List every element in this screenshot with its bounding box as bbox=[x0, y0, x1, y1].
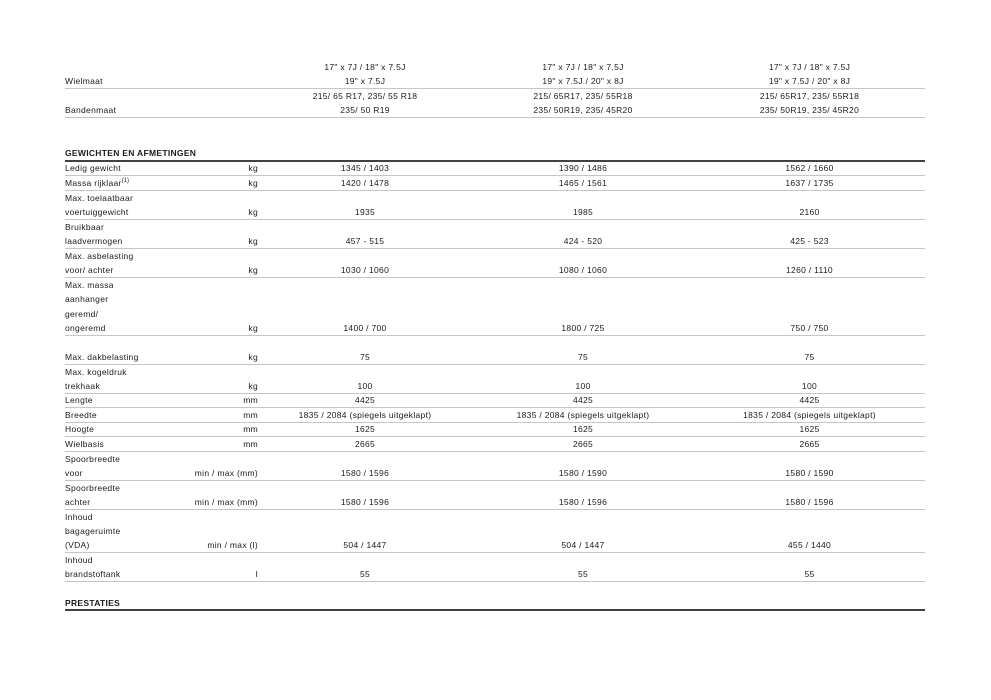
table-row bbox=[65, 176, 925, 191]
row-label: Wielmaat bbox=[65, 76, 103, 87]
row-label: Spoorbreedte bbox=[65, 482, 121, 493]
row-unit: kg bbox=[248, 380, 258, 391]
row-unit: min / max (l) bbox=[207, 540, 258, 551]
table-row bbox=[65, 321, 925, 336]
row-unit: mm bbox=[243, 409, 258, 420]
table-row bbox=[65, 466, 925, 481]
row-value-col2: 55 bbox=[577, 569, 589, 580]
table-row bbox=[65, 263, 925, 278]
section-header bbox=[65, 597, 925, 612]
table-row bbox=[65, 408, 925, 423]
row-value-col3: 235/ 50R19, 235/ 45R20 bbox=[759, 105, 860, 116]
table-row bbox=[65, 307, 925, 322]
row-value-col1: 1580 / 1596 bbox=[340, 467, 390, 478]
row-value-col1: 457 - 515 bbox=[345, 235, 385, 246]
row-label: Bruikbaar bbox=[65, 221, 105, 232]
table-row bbox=[65, 495, 925, 510]
row-unit: mm bbox=[243, 438, 258, 449]
table-row bbox=[65, 278, 925, 293]
row-value-col1: 19" x 7.5J bbox=[344, 76, 386, 87]
row-value-col3: 1637 / 1735 bbox=[785, 177, 834, 188]
row-label: Spoorbreedte bbox=[65, 453, 121, 464]
row-value-col1: 17" x 7J / 18" x 7.5J bbox=[324, 62, 406, 73]
table-row bbox=[65, 234, 925, 249]
row-value-col2: 2665 bbox=[572, 438, 594, 449]
row-value-col2: 235/ 50R19, 235/ 45R20 bbox=[533, 105, 633, 116]
row-label: voor bbox=[65, 467, 83, 478]
table-row bbox=[65, 89, 925, 104]
row-value-col1: 55 bbox=[359, 569, 371, 580]
row-label: trekhaak bbox=[65, 380, 101, 391]
row-value-col3: 1260 / 1110 bbox=[786, 264, 833, 275]
row-value-col2: 1465 / 1561 bbox=[558, 177, 608, 188]
row-label: Breedte bbox=[65, 409, 97, 420]
row-label: geremd/ bbox=[65, 308, 99, 319]
row-value-col2: 1800 / 725 bbox=[561, 322, 605, 333]
row-value-col2: 504 / 1447 bbox=[561, 540, 605, 551]
row-value-col1: 4425 bbox=[354, 395, 376, 406]
row-value-col2: 1580 / 1596 bbox=[558, 496, 608, 507]
blank-line bbox=[65, 133, 925, 148]
row-value-col1: 75 bbox=[359, 351, 371, 362]
row-value-col3: 1625 bbox=[799, 424, 820, 435]
row-value-col3: 750 / 750 bbox=[790, 322, 829, 333]
table-row bbox=[65, 437, 925, 452]
row-value-col2: 215/ 65R17, 235/ 55R18 bbox=[533, 91, 633, 102]
top-margin bbox=[65, 0, 925, 60]
row-value-col3: 17" x 7J / 18" x 7.5J bbox=[768, 62, 851, 73]
blank-line bbox=[65, 336, 925, 351]
row-value-col1: 1625 bbox=[354, 424, 376, 435]
row-label: Ledig gewicht bbox=[65, 163, 121, 174]
row-value-col3: 215/ 65R17, 235/ 55R18 bbox=[759, 91, 860, 102]
row-unit: mm bbox=[243, 424, 258, 435]
table-row bbox=[65, 75, 925, 90]
row-unit: kg bbox=[248, 351, 258, 362]
table-row bbox=[65, 539, 925, 554]
section-header bbox=[65, 147, 925, 162]
row-value-col2: 1580 / 1590 bbox=[558, 467, 608, 478]
table-row bbox=[65, 191, 925, 206]
row-value-col1: 1030 / 1060 bbox=[340, 264, 390, 275]
row-value-col1: 1420 / 1478 bbox=[340, 177, 390, 188]
row-label: laadvermogen bbox=[65, 235, 123, 246]
row-unit: kg bbox=[248, 177, 258, 188]
row-label: Max. asbelasting bbox=[65, 250, 134, 261]
row-label: Hoogte bbox=[65, 424, 95, 435]
row-label: voor/ achter bbox=[65, 264, 114, 275]
row-value-col2: 1835 / 2084 (spiegels uitgeklapt) bbox=[516, 409, 650, 420]
row-value-col2: 1080 / 1060 bbox=[558, 264, 608, 275]
table-row bbox=[65, 568, 925, 583]
row-value-col3: 55 bbox=[804, 569, 815, 580]
table-row bbox=[65, 292, 925, 307]
row-unit: kg bbox=[248, 206, 258, 217]
row-value-col3: 1835 / 2084 (spiegels uitgeklapt) bbox=[743, 409, 876, 420]
row-value-col2: 1390 / 1486 bbox=[558, 163, 608, 174]
row-label: bagageruimte bbox=[65, 526, 121, 537]
footnote-marker: (1) bbox=[121, 177, 129, 184]
row-value-col1: 504 / 1447 bbox=[343, 540, 387, 551]
row-unit: mm bbox=[243, 395, 258, 406]
table-row bbox=[65, 379, 925, 394]
row-unit: kg bbox=[248, 235, 258, 246]
row-label: Max. kogeldruk bbox=[65, 366, 127, 377]
blank-line bbox=[65, 118, 925, 133]
row-value-col3: 75 bbox=[804, 351, 815, 362]
row-unit: kg bbox=[248, 322, 258, 333]
table-row bbox=[65, 220, 925, 235]
row-label: Massa rijklaar$^{(1)}$ bbox=[65, 177, 129, 188]
row-value-col1: 1580 / 1596 bbox=[340, 496, 390, 507]
table-row bbox=[65, 394, 925, 409]
row-value-col3: 1580 / 1596 bbox=[785, 496, 834, 507]
row-value-col1: 1345 / 1403 bbox=[340, 163, 390, 174]
row-label: Inhoud bbox=[65, 511, 93, 522]
row-value-col2: 4425 bbox=[572, 395, 594, 406]
row-label: Bandenmaat bbox=[65, 105, 117, 116]
row-unit: kg bbox=[248, 163, 258, 174]
row-value-col1: 2665 bbox=[354, 438, 376, 449]
row-label: ongeremd bbox=[65, 322, 106, 333]
row-value-col1: 1935 bbox=[354, 206, 376, 217]
row-unit: min / max (mm) bbox=[194, 496, 258, 507]
row-label: Max. dakbelasting bbox=[65, 351, 139, 362]
table-row bbox=[65, 365, 925, 380]
row-label: achter bbox=[65, 496, 91, 507]
row-value-col3: 2160 bbox=[799, 206, 820, 217]
row-value-col2: 424 - 520 bbox=[563, 235, 603, 246]
spec-table bbox=[65, 0, 925, 611]
row-value-col1: 1835 / 2084 (spiegels uitgeklapt) bbox=[298, 409, 432, 420]
row-value-col1: 235/ 50 R19 bbox=[340, 105, 390, 116]
table-row bbox=[65, 205, 925, 220]
row-value-col2: 75 bbox=[577, 351, 589, 362]
row-label: Inhoud bbox=[65, 555, 93, 566]
row-value-col2: 17" x 7J / 18" x 7.5J bbox=[542, 62, 624, 73]
row-value-col3: 2665 bbox=[799, 438, 820, 449]
row-label: (VDA) bbox=[65, 540, 90, 551]
row-value-col3: 425 - 523 bbox=[790, 235, 829, 246]
table-row bbox=[65, 510, 925, 525]
row-value-col1: 215/ 65 R17, 235/ 55 R18 bbox=[312, 91, 418, 102]
row-label: aanhanger bbox=[65, 294, 109, 305]
table-row bbox=[65, 104, 925, 119]
row-value-col2: 1985 bbox=[572, 206, 594, 217]
row-value-col3: 455 / 1440 bbox=[787, 540, 832, 551]
table-row bbox=[65, 350, 925, 365]
row-label: Max. massa bbox=[65, 279, 114, 290]
table-row bbox=[65, 249, 925, 264]
table-row bbox=[65, 524, 925, 539]
row-value-col2: 1625 bbox=[572, 424, 594, 435]
table-row bbox=[65, 60, 925, 75]
table-row bbox=[65, 452, 925, 467]
row-value-col1: 1400 / 700 bbox=[343, 322, 387, 333]
row-value-col1: 100 bbox=[357, 380, 373, 391]
section-title: PRESTATIES bbox=[65, 597, 121, 608]
row-value-col3: 19" x 7.5J / 20" x 8J bbox=[768, 76, 851, 87]
row-value-col2: 100 bbox=[575, 380, 591, 391]
row-value-col3: 1562 / 1660 bbox=[785, 163, 834, 174]
row-label: Lengte bbox=[65, 395, 93, 406]
row-label: Wielbasis bbox=[65, 438, 105, 449]
table-row bbox=[65, 481, 925, 496]
table-row bbox=[65, 553, 925, 568]
row-unit: min / max (mm) bbox=[194, 467, 258, 478]
row-value-col3: 100 bbox=[801, 380, 818, 391]
row-value-col3: 4425 bbox=[799, 395, 820, 406]
row-label: brandstoftank bbox=[65, 569, 121, 580]
row-unit: l bbox=[255, 569, 258, 580]
row-label: voertuiggewicht bbox=[65, 206, 129, 217]
row-value-col3: 1580 / 1590 bbox=[785, 467, 834, 478]
row-unit: kg bbox=[248, 264, 258, 275]
blank-line bbox=[65, 582, 925, 597]
row-label: Max. toelaatbaar bbox=[65, 192, 134, 203]
table-row bbox=[65, 162, 925, 177]
row-value-col2: 19" x 7.5J / 20" x 8J bbox=[542, 76, 624, 87]
section-title: GEWICHTEN EN AFMETINGEN bbox=[65, 148, 197, 158]
table-row bbox=[65, 423, 925, 438]
